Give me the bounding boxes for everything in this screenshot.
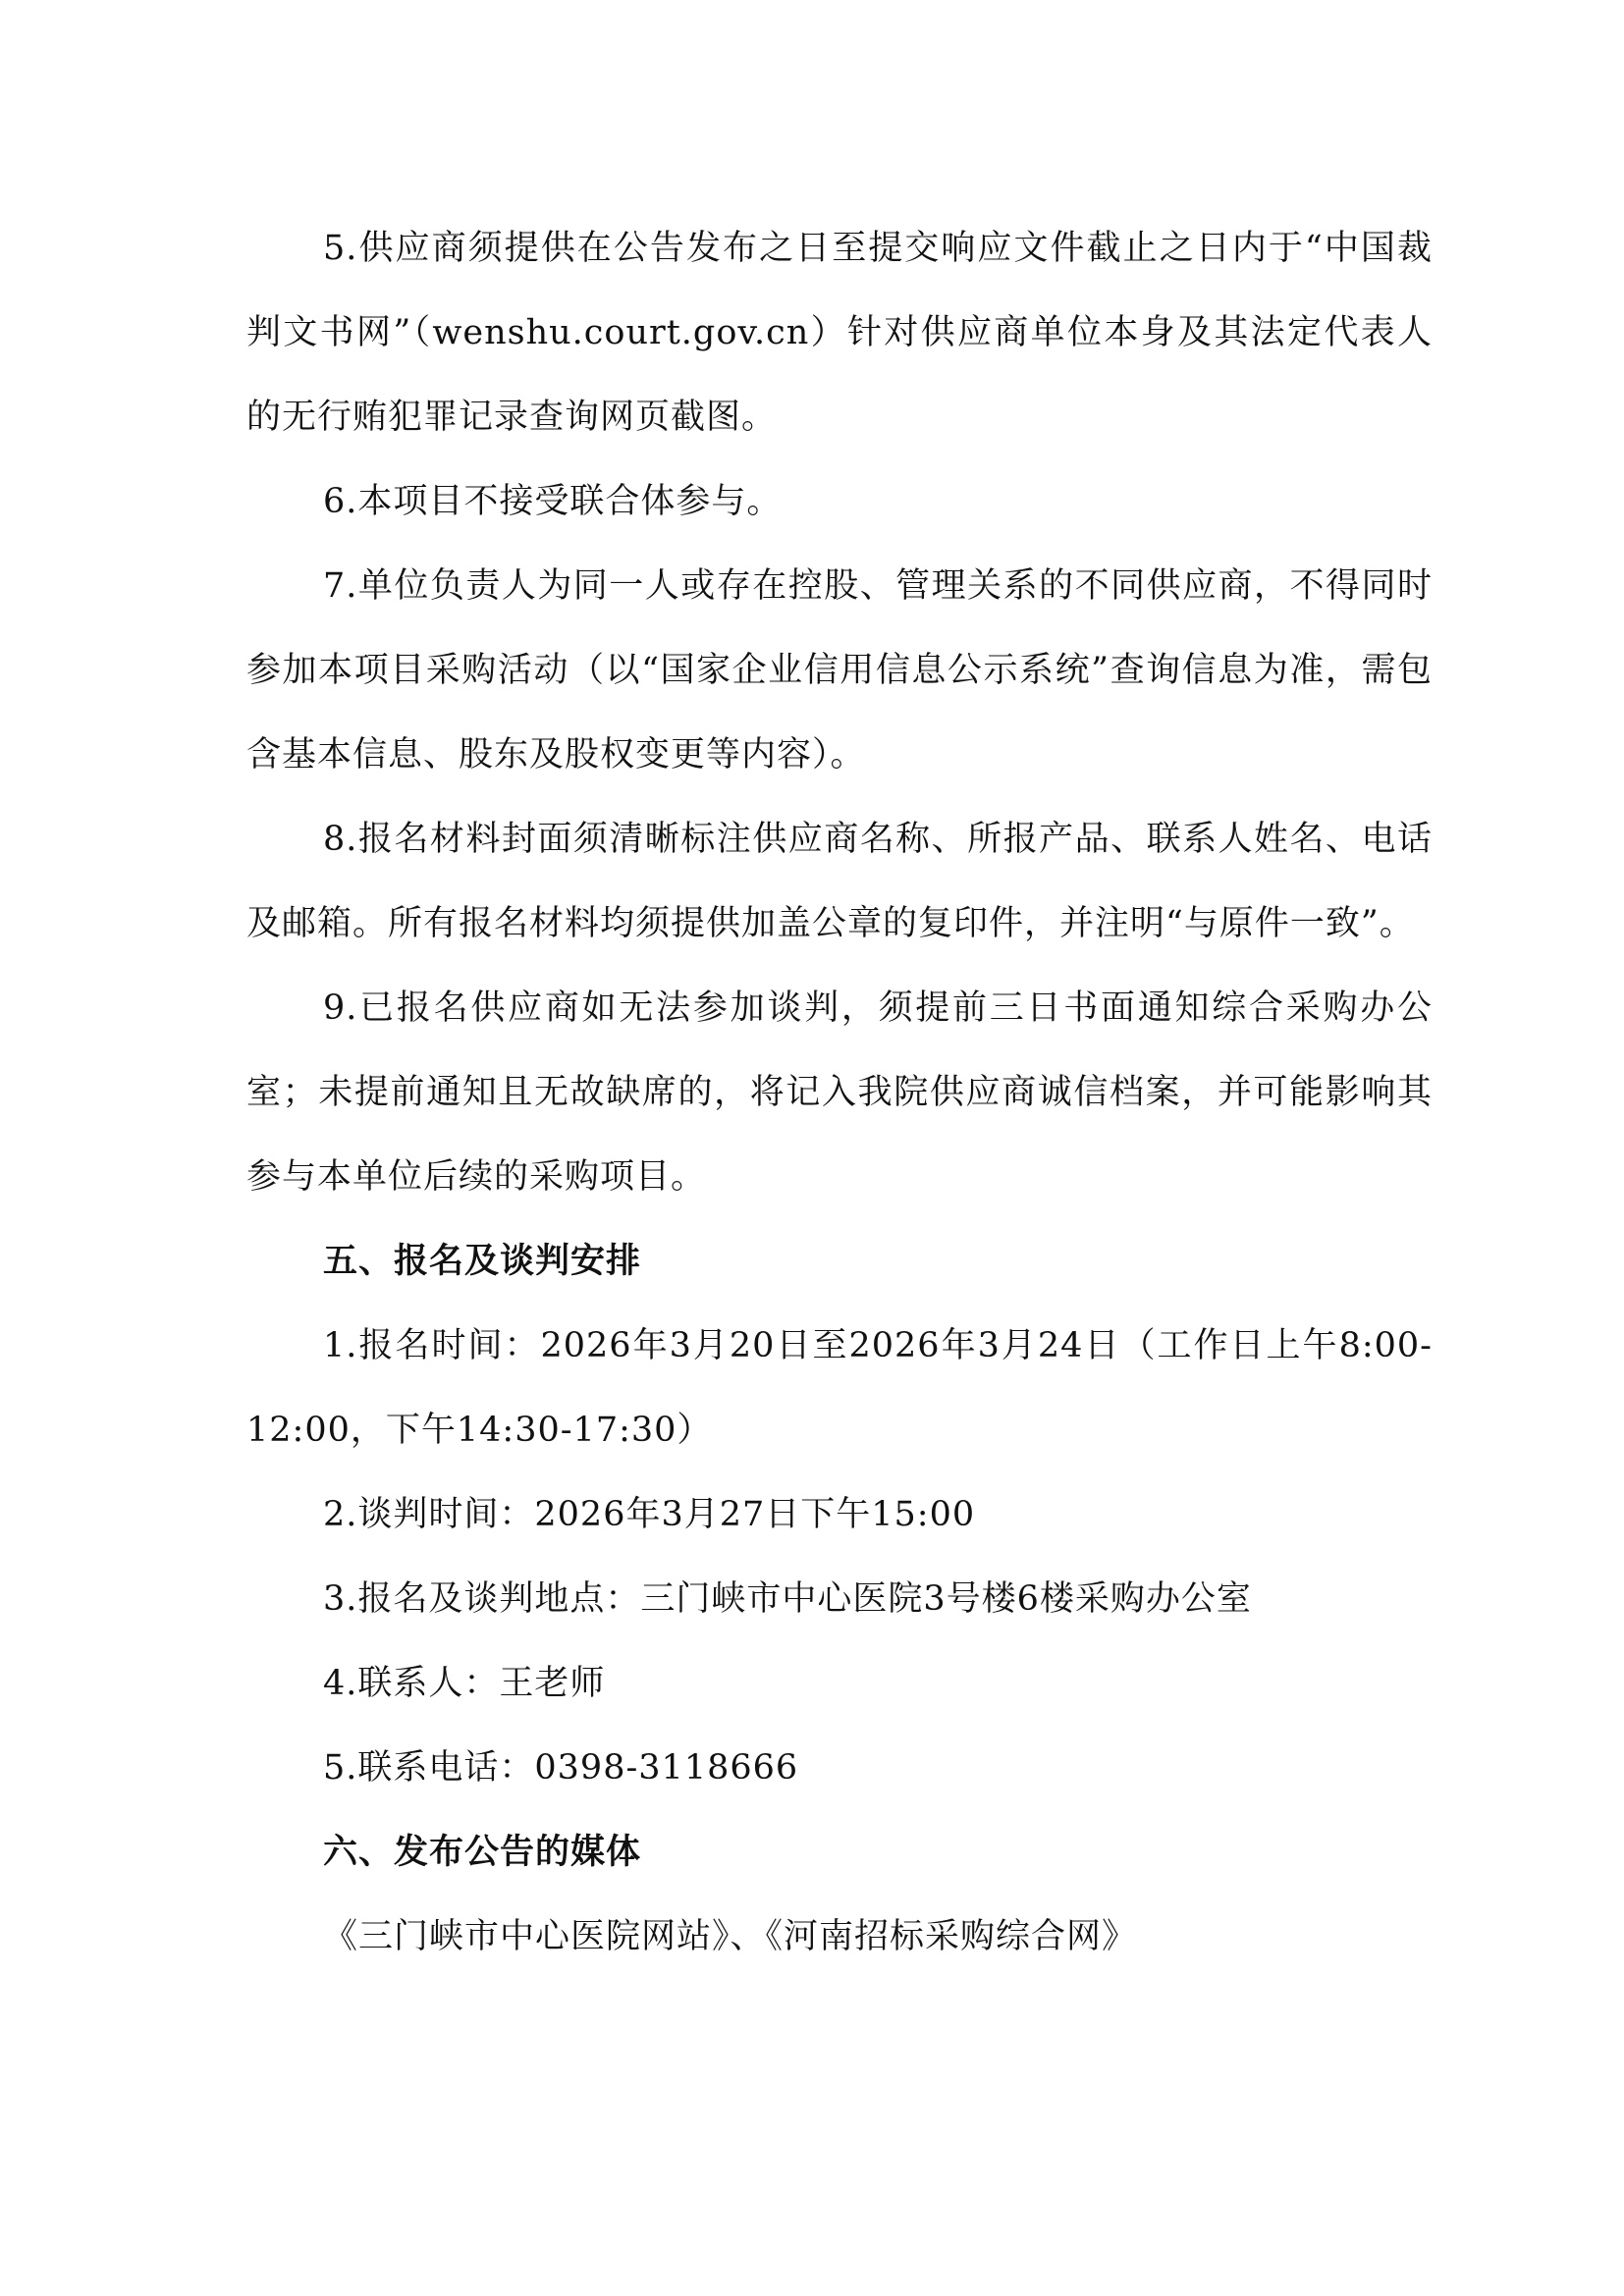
paragraph-item-8: 8.报名材料封面须清晰标注供应商名称、所报产品、联系人姓名、电话及邮箱。所有报名材料均须提供加盖公章的复印件，并注明“与原件一致”。	[246, 820, 1433, 943]
publication-media: 《三门峡市中心医院网站》、《河南招标采购综合网》	[323, 1917, 1138, 1956]
paragraph-item-7: 7.单位负责人为同一人或存在控股、管理关系的不同供应商，不得同时参加本项目采购活动（以“国家企业信用信息公示系统”查询信息为准，需包含基本信息、股东及股权变更等内容）。	[246, 566, 1433, 774]
contact-person: 4.联系人：王老师	[323, 1664, 606, 1703]
registration-time: 1.报名时间：2026年3月20日至2026年3月24日（工作日上午8:00-12:00，下午14:30-17:30）	[246, 1326, 1433, 1450]
negotiation-location: 3.报名及谈判地点：三门峡市中心医院3号楼6楼采购办公室	[323, 1579, 1252, 1619]
document-body	[246, 206, 1433, 1979]
paragraph-item-5: 5.供应商须提供在公告发布之日至提交响应文件截止之日内于“中国裁判文书网”（wenshu.court.gov.cn）针对供应商单位本身及其法定代表人的无行贿犯罪记录查询网页截图。	[246, 229, 1433, 437]
section-heading-media: 六、发布公告的媒体	[323, 1833, 642, 1872]
paragraph-item-9: 9.已报名供应商如无法参加谈判，须提前三日书面通知综合采购办公室；未提前通知且无故缺席的，将记入我院供应商诚信档案，并可能影响其参与本单位后续的采购项目。	[246, 988, 1433, 1197]
section-heading-registration: 五、报名及谈判安排	[323, 1242, 642, 1281]
negotiation-time: 2.谈判时间：2026年3月27日下午15:00	[323, 1495, 976, 1534]
paragraph-item-6: 6.本项目不接受联合体参与。	[323, 482, 783, 521]
contact-phone: 5.联系电话：0398-3118666	[323, 1748, 799, 1788]
